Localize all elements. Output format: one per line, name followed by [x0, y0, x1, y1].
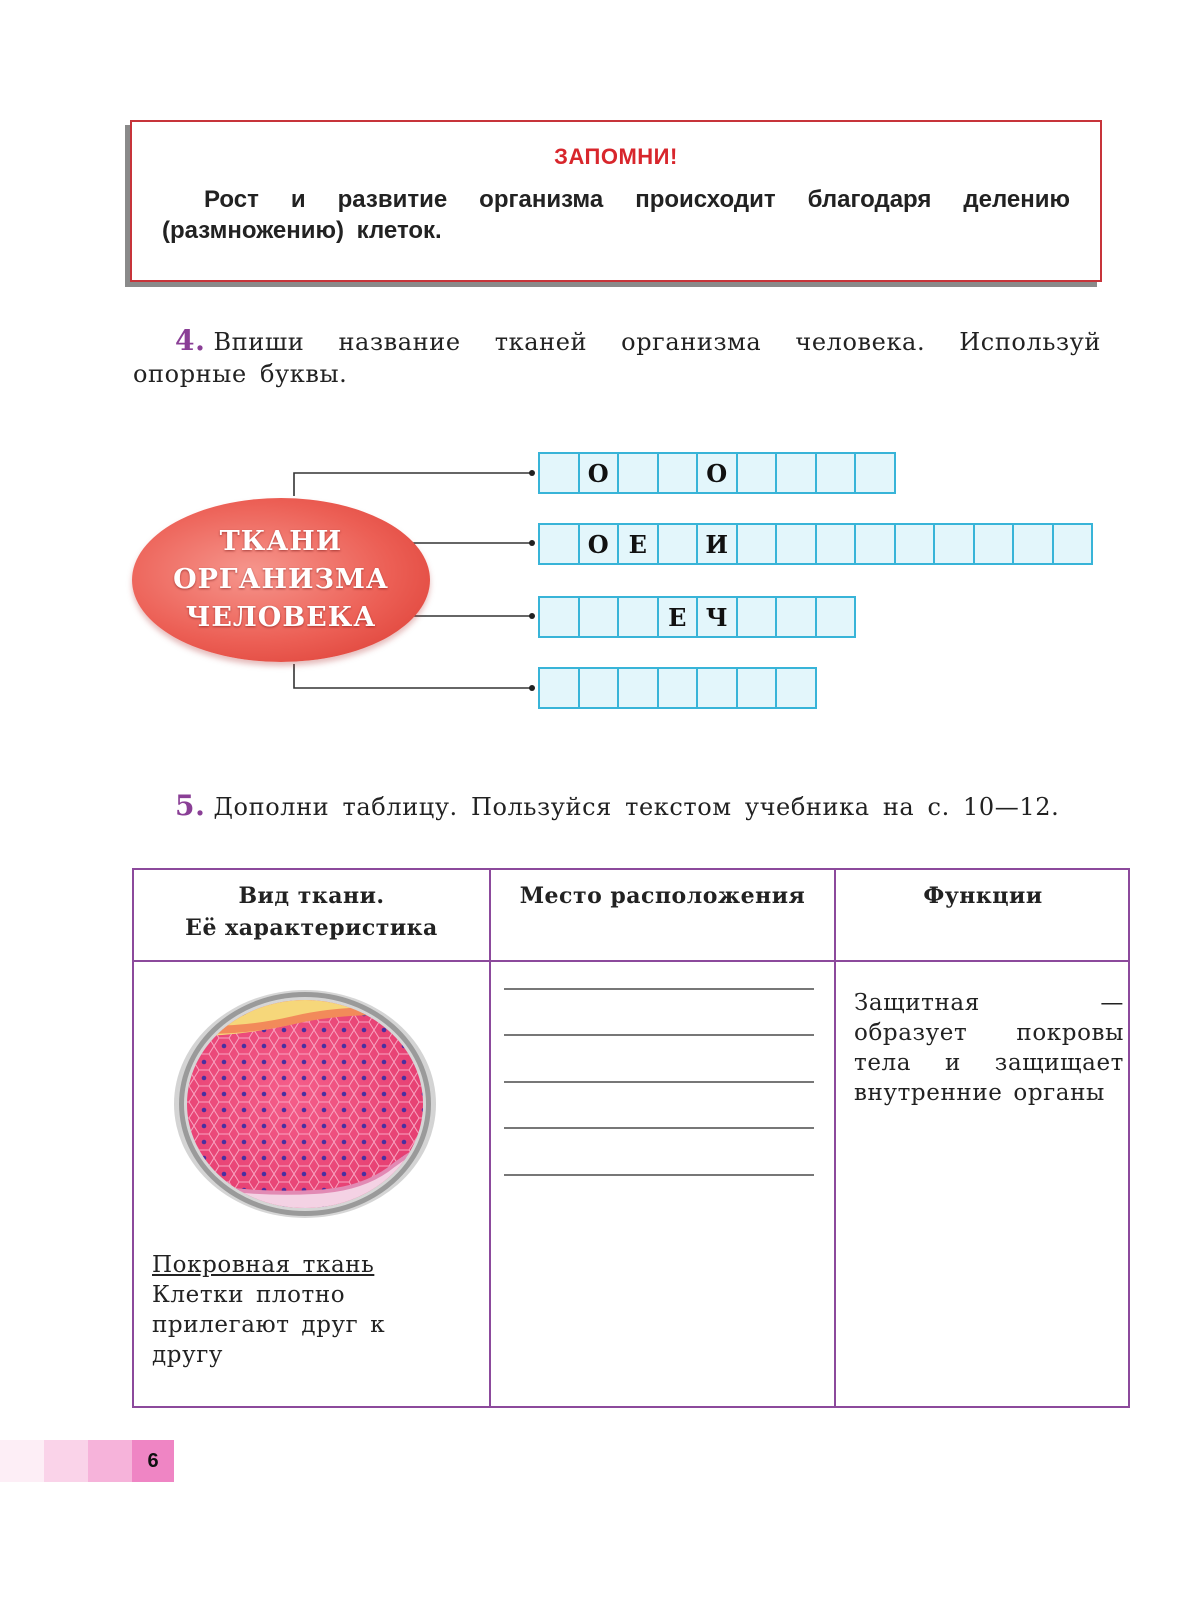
header-tissue-type-line-1: Вид ткани. [238, 883, 385, 909]
letter-cell[interactable] [775, 596, 817, 638]
letter-cell[interactable] [775, 452, 817, 494]
letter-cell[interactable] [538, 452, 580, 494]
answer-line[interactable] [504, 988, 814, 990]
letter-row-4 [538, 667, 817, 709]
task-5 [133, 790, 1101, 823]
task-4-text: Впиши название тканей организма человека. Используй опорные буквы. [133, 328, 1101, 388]
letter-cell[interactable] [617, 667, 659, 709]
connector-dot-3 [529, 613, 535, 619]
letter-cell[interactable] [1052, 523, 1094, 565]
letter-cell[interactable]: Ч [696, 596, 738, 638]
letter-cell[interactable]: О [578, 452, 620, 494]
letter-cell[interactable] [578, 667, 620, 709]
letter-cell[interactable] [1012, 523, 1054, 565]
tissue-characteristic: Клетки плотно прилегают друг к другу [152, 1282, 386, 1368]
letter-cell[interactable]: О [696, 452, 738, 494]
letter-cell[interactable] [657, 523, 699, 565]
connector-dot-2 [529, 540, 535, 546]
task-5-number: 5. [175, 789, 206, 822]
table-divider-2 [834, 870, 836, 1406]
page-footer [0, 1440, 174, 1482]
letter-cell[interactable]: Е [657, 596, 699, 638]
task-5-text: Дополни таблицу. Пользуйся текстом учебника на с. 10—12. [213, 793, 1060, 821]
page-number: 6 [132, 1440, 174, 1482]
remember-box [130, 120, 1102, 282]
header-location: Место расположения [519, 883, 806, 909]
oval-line-3: ЧЕЛОВЕКА [185, 602, 377, 633]
letter-row-2 [538, 523, 1093, 565]
table-divider-1 [489, 870, 491, 1406]
letter-cell[interactable] [578, 596, 620, 638]
footer-gradient-block [88, 1440, 132, 1482]
epithelial-tissue-drawing [174, 990, 436, 1218]
letter-cell[interactable] [815, 452, 857, 494]
answer-line[interactable] [504, 1081, 814, 1083]
connector-dot-1 [529, 470, 535, 476]
connector-row-1 [294, 473, 530, 496]
answer-line[interactable] [504, 1174, 814, 1176]
letter-cell[interactable] [815, 596, 857, 638]
letter-cell[interactable] [538, 523, 580, 565]
tissue-description [152, 1250, 452, 1370]
letter-cell[interactable] [538, 596, 580, 638]
tissues-oval [132, 498, 430, 662]
letter-cell[interactable] [815, 523, 857, 565]
letter-cell[interactable] [736, 452, 778, 494]
letter-cell[interactable]: О [578, 523, 620, 565]
epithelial-tissue-image [174, 990, 436, 1218]
letter-cell[interactable] [617, 452, 659, 494]
footer-gradient-block [0, 1440, 44, 1482]
remember-text: Рост и развитие организма происходит благодаря делению (размножению) клеток. [162, 186, 1070, 244]
footer-gradient-block [44, 1440, 88, 1482]
tissue-function: Защитная — образует покровы тела и защищает внутренние органы [854, 990, 1124, 1106]
letter-cell[interactable] [854, 523, 896, 565]
task-4-number: 4. [175, 324, 206, 357]
letter-cell[interactable]: И [696, 523, 738, 565]
answer-line[interactable] [504, 1127, 814, 1129]
connector-row-4 [294, 664, 530, 688]
letter-cell[interactable] [775, 667, 817, 709]
letter-cell[interactable] [894, 523, 936, 565]
answer-line[interactable] [504, 1034, 814, 1036]
letter-cell[interactable] [775, 523, 817, 565]
oval-line-2: ОРГАНИЗМА [173, 564, 389, 595]
letter-cell[interactable] [736, 596, 778, 638]
letter-cell[interactable] [933, 523, 975, 565]
oval-line-1: ТКАНИ [219, 526, 343, 557]
letter-cell[interactable] [657, 667, 699, 709]
letter-cell[interactable] [736, 667, 778, 709]
letter-cell[interactable] [657, 452, 699, 494]
tissue-name: Покровная ткань [152, 1252, 375, 1278]
tissue-table [132, 868, 1130, 1408]
letter-cell[interactable] [973, 523, 1015, 565]
connector-dot-4 [529, 685, 535, 691]
header-functions: Функции [923, 883, 1043, 909]
header-tissue-type [134, 880, 489, 944]
letter-cell[interactable]: Е [617, 523, 659, 565]
letter-cell[interactable] [854, 452, 896, 494]
task-4 [133, 325, 1101, 390]
letter-row-1 [538, 452, 896, 494]
remember-title: ЗАПОМНИ! [554, 144, 678, 169]
letter-row-3 [538, 596, 856, 638]
header-tissue-type-line-2: Её характеристика [185, 915, 438, 941]
letter-cell[interactable] [617, 596, 659, 638]
letter-cell[interactable] [736, 523, 778, 565]
table-header-divider [134, 960, 1128, 962]
letter-cell[interactable] [538, 667, 580, 709]
letter-cell[interactable] [696, 667, 738, 709]
